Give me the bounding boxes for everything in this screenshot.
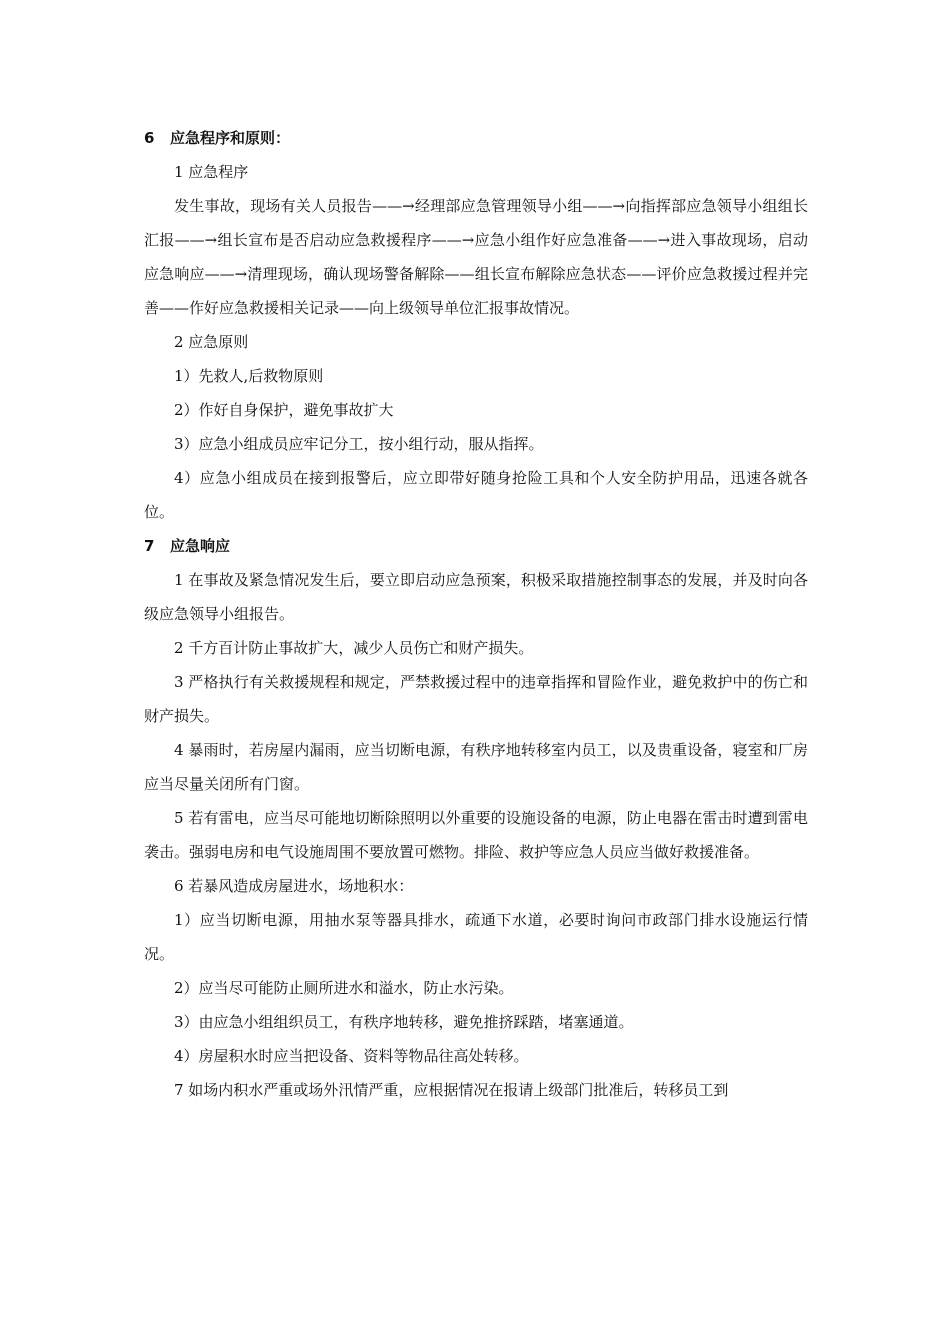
section-7-heading xyxy=(144,529,808,563)
section-title: 应急程序和原则： xyxy=(170,129,291,147)
section-number: 6 xyxy=(144,129,155,147)
paragraph: 3）应急小组成员应牢记分工，按小组行动，服从指挥。 xyxy=(174,435,544,453)
paragraph: 4 暴雨时，若房屋内漏雨，应当切断电源，有秩序地转移室内员工，以及贵重设备，寝室和厂房应当尽量关闭所有门窗。 xyxy=(144,741,808,793)
paragraph: 2 应急原则 xyxy=(174,333,249,351)
paragraph: 发生事故，现场有关人员报告——→经理部应急管理领导小组——→向指挥部应急领导小组组长汇报——→组长宣布是否启动应急救援程序——→应急小组作好应急准备——→进入事故现场，启动应急响应——→清理现场，确认现场警备解除——组长宣布解除应急状态——评价应急救援过程并完善——作好应急救援相关记录——向上级领导单位汇报事故情况。 xyxy=(144,197,808,317)
paragraph: 2 千方百计防止事故扩大，减少人员伤亡和财产损失。 xyxy=(174,639,534,657)
section-title: 应急响应 xyxy=(170,537,231,555)
section-6-heading xyxy=(144,121,808,155)
section-number: 7 xyxy=(144,537,155,555)
paragraph: 2）作好自身保护，避免事故扩大 xyxy=(174,401,394,419)
document-page xyxy=(144,121,808,1107)
paragraph: 1）先救人,后救物原则 xyxy=(174,367,324,385)
paragraph: 2）应当尽可能防止厕所进水和溢水，防止水污染。 xyxy=(174,979,514,997)
paragraph: 3）由应急小组组织员工，有秩序地转移，避免推挤踩踏，堵塞通道。 xyxy=(174,1013,634,1031)
paragraph: 5 若有雷电，应当尽可能地切断除照明以外重要的设施设备的电源，防止电器在雷击时遭到雷电袭击。强弱电房和电气设施周围不要放置可燃物。排险、救护等应急人员应当做好救援准备。 xyxy=(144,809,808,861)
paragraph: 1）应当切断电源，用抽水泵等器具排水，疏通下水道，必要时询问市政部门排水设施运行情况。 xyxy=(144,911,808,963)
paragraph: 1 应急程序 xyxy=(174,163,249,181)
paragraph: 7 如场内积水严重或场外汛情严重，应根据情况在报请上级部门批准后，转移员工到 xyxy=(174,1081,729,1099)
paragraph: 4）房屋积水时应当把设备、资料等物品往高处转移。 xyxy=(174,1047,529,1065)
paragraph: 6 若暴风造成房屋进水，场地积水： xyxy=(174,877,414,895)
paragraph: 3 严格执行有关救援规程和规定，严禁救援过程中的违章指挥和冒险作业，避免救护中的伤亡和财产损失。 xyxy=(144,673,808,725)
paragraph: 1 在事故及紧急情况发生后，要立即启动应急预案，积极采取措施控制事态的发展，并及时向各级应急领导小组报告。 xyxy=(144,571,808,623)
paragraph: 4）应急小组成员在接到报警后，应立即带好随身抢险工具和个人安全防护用品，迅速各就各位。 xyxy=(144,469,808,521)
